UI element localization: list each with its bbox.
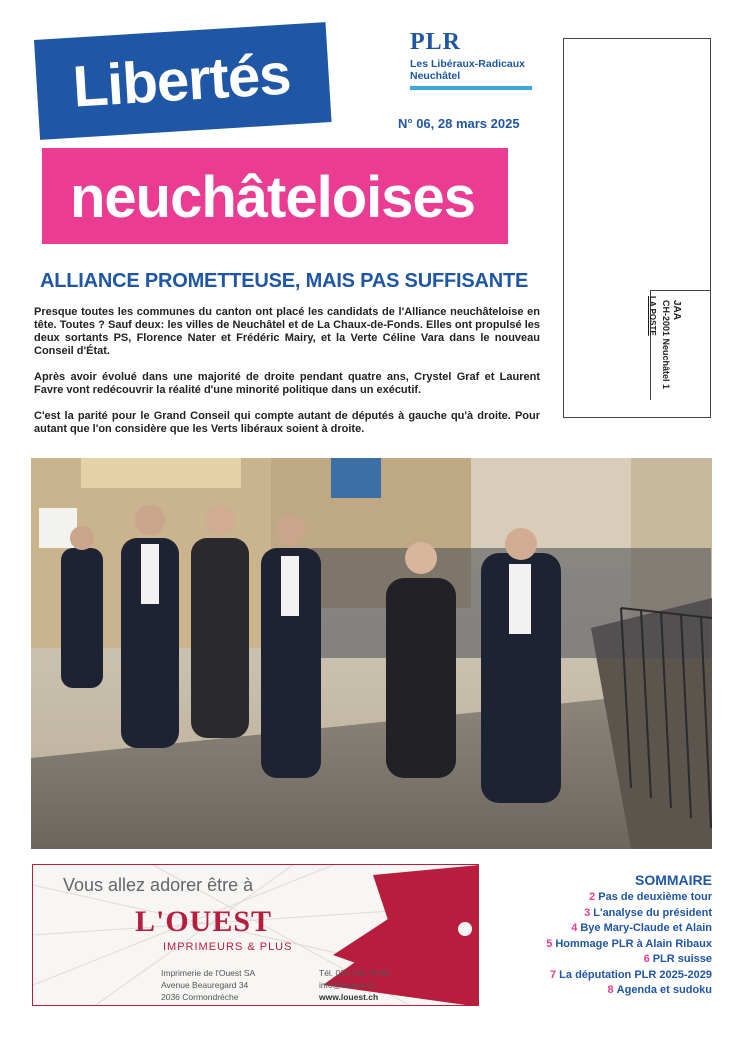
toc-item[interactable]: 6 PLR suisse [643,953,712,965]
ad-website[interactable]: www.louest.ch [319,992,379,1002]
ad-brand-sub: IMPRIMEURS & PLUS [163,941,293,953]
toc-item[interactable]: 2 Pas de deuxième tour [589,891,712,903]
photo-illustration [31,458,712,849]
ad-tagline: Vous allez adorer être à [63,875,254,895]
plr-logo-line1: Les Libéraux-Radicaux [410,58,525,70]
plr-logo-text: PLR [410,29,461,55]
ad-brand-name: L'OUEST [135,905,273,938]
title-line1: Libertés [70,41,293,120]
article-paragraph: Presque toutes les communes du canton ont placé les candidats de l'Alliance neuchâteloise en tête. Toutes ? Sauf deux: les villes de Neuchâtel et de La Chaux-de-Fonds. Elles ont propulsé les deux sortants PS, Florence Nater et Frédéric Mairy, et la Verte Céline Vara dans le nouveau Conseil d'État. [34,306,540,357]
article-body [34,306,540,449]
postage-postcode: CH-2001 Neuchâtel 1 [661,300,671,390]
table-of-contents [540,872,712,999]
ad-contact [319,967,390,1003]
toc-item[interactable]: 5 Hommage PLR à Alain Ribaux [546,937,712,950]
title-banner-blue [34,22,332,140]
toc-title: SOMMAIRE [635,872,712,888]
issue-number: N° 06, 28 mars 2025 [398,116,520,131]
ad-address-line: 2036 Cormondrèche [161,992,239,1002]
article-headline: ALLIANCE PROMETTEUSE, MAIS PAS SUFFISANTE [40,270,529,292]
postage-text [661,300,682,389]
ad-email[interactable]: info@louest.ch [319,980,376,990]
toc-item[interactable]: 7 La députation PLR 2025-2029 [550,968,712,981]
plr-logo [410,30,534,90]
article-paragraph: Après avoir évolué dans une majorité de droite pendant quatre ans, Crystel Graf et Laurent Favre vont redécouvrir la réalité d'une minorité politique dans un exécutif. [34,371,540,396]
toc-item[interactable]: 4 Bye Mary-Claude et Alain [571,922,712,934]
title-line2: neuchâteloises [70,165,476,230]
postage-jaa: JAA [671,300,682,321]
group-street-photo-icon [31,458,712,849]
ad-address-line: Imprimerie de l'Ouest SA [161,968,256,978]
toc-item[interactable]: 3 L'analyse du président [584,906,712,919]
plr-logo-bar [410,86,532,90]
toc-item[interactable]: 8 Agenda et sudoku [607,984,712,996]
ad-address-line: Avenue Beauregard 34 [161,980,249,990]
ad-address [161,967,255,1003]
la-poste-logo: LA POSTE [648,296,657,336]
plr-logo-line2: Neuchâtel [410,70,461,82]
title-banner-pink [42,148,508,244]
article-paragraph: C'est la parité pour le Grand Conseil qui compte autant de députés à gauche qu'à droite. Pour autant que l'on considère que les Verts libéraux soient à droite. [34,410,540,435]
advertisement-louest[interactable] [32,864,479,1006]
ad-phone: Tél. 032 731 75 85 [319,968,390,978]
